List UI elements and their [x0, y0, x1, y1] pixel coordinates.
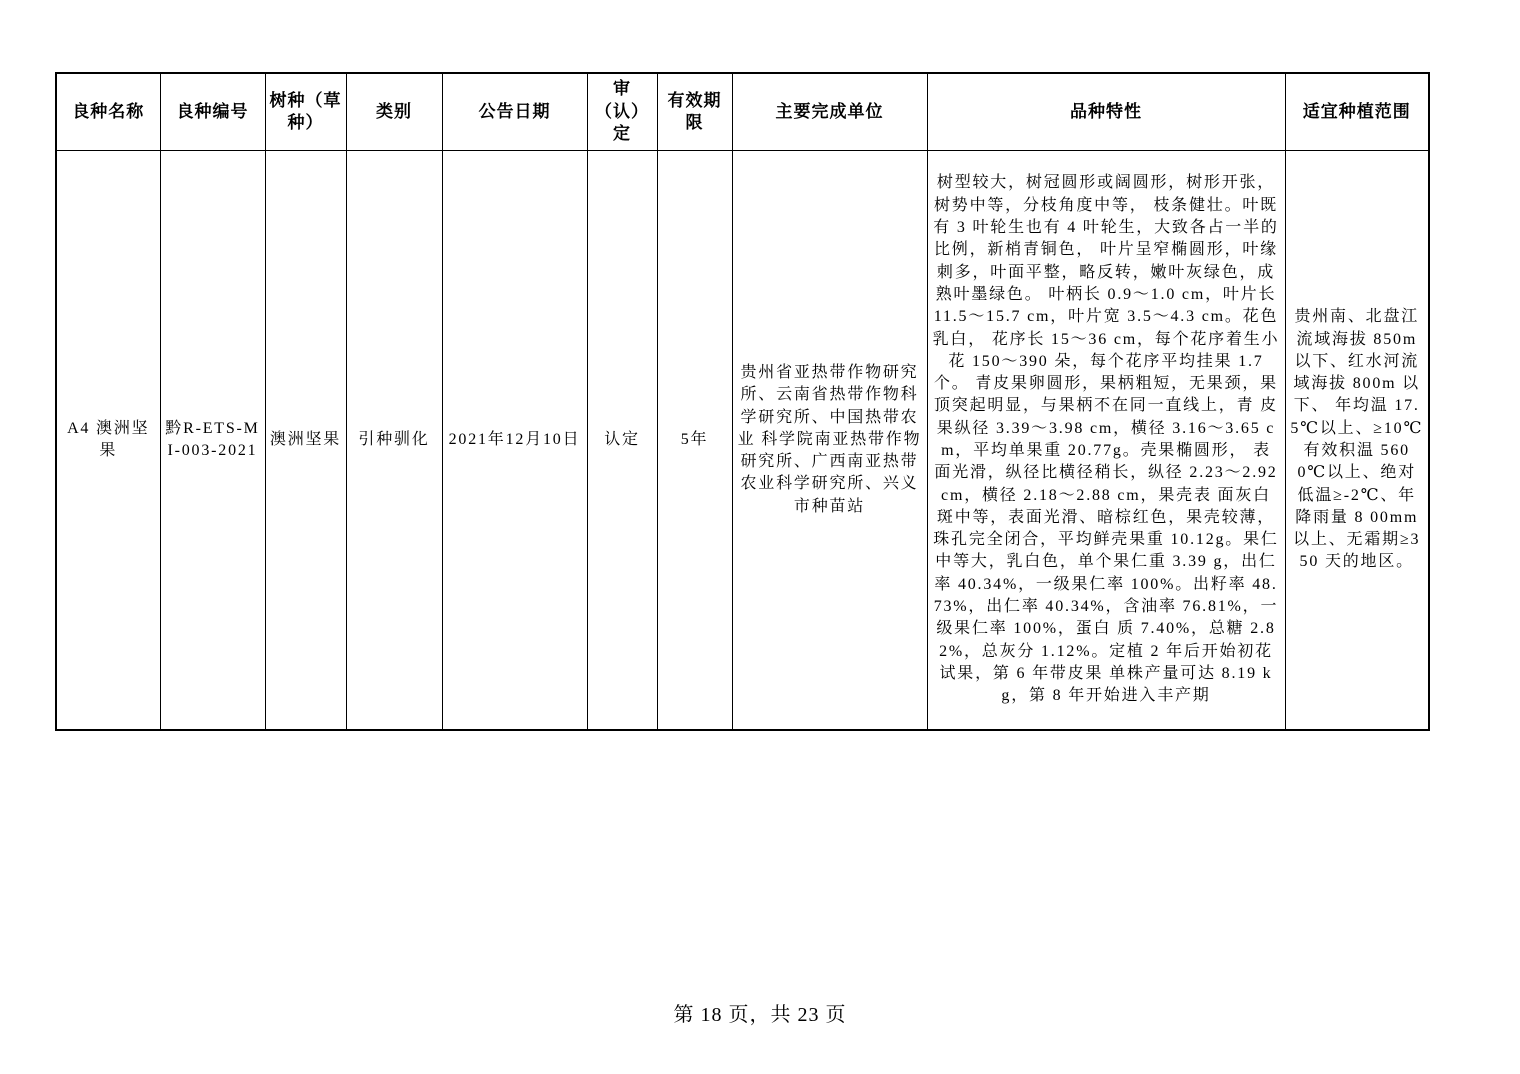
header-species: 树种（草种）	[265, 73, 346, 151]
cell-variety-name: A4 澳洲坚果	[56, 151, 160, 731]
header-validity: 有效期限	[657, 73, 732, 151]
header-characteristics: 品种特性	[927, 73, 1285, 151]
cell-characteristics: 树型较大，树冠圆形或阔圆形，树形开张，树势中等，分枝角度中等， 枝条健壮。叶既有 3 叶轮生也有 4 叶轮生，大致各占一半的比例，新梢青铜色， 叶片呈窄椭圆形，叶缘刺多，叶面平整，略反转，嫩叶灰绿色，成熟叶墨绿色。 叶柄长 0.9～1.0 cm，叶片长 11.5～15.7 cm，叶片宽 3.5～4.3 cm。花色乳白， 花序长 15～36 cm，每个花序着生小花 150～390 朵，每个花序平均挂果 1.7 个。 青皮果卵圆形，果柄粗短，无果颈，果顶突起明显，与果柄不在同一直线上，青 皮果纵径 3.39～3.98 cm，横径 3.16～3.65 cm，平均单果重 20.77g。壳果椭圆形， 表面光滑，纵径比横径稍长，纵径 2.23～2.92 cm，横径 2.18～2.88 cm，果壳表 面灰白斑中等，表面光滑、暗棕红色，果壳较薄，珠孔完全闭合，平均鲜壳果重 10.12g。果仁中等大，乳白色，单个果仁重 3.39 g，出仁率 40.34%，一级果仁率 100%。出籽率 48.73%，出仁率 40.34%，含油率 76.81%，一级果仁率 100%，蛋白 质 7.40%，总糖 2.82%，总灰分 1.12%。定植 2 年后开始初花试果，第 6 年带皮果 单株产量可达 8.19 kg，第 8 年开始进入丰产期	[927, 151, 1285, 731]
cell-approval-type: 认定	[587, 151, 657, 731]
cell-species: 澳洲坚果	[265, 151, 346, 731]
header-approval-type: 审（认）定	[587, 73, 657, 151]
table-header-row	[56, 73, 1429, 151]
header-variety-code: 良种编号	[160, 73, 265, 151]
cell-planting-range: 贵州南、北盘江流域海拔 850m 以下、红水河流域海拔 800m 以下、 年均温 17.5℃以上、≥10℃有效积温 5600℃以上、绝对低温≥-2℃、年降雨量 8 00mm 以上、无霜期≥350 天的地区。	[1285, 151, 1429, 731]
header-main-units: 主要完成单位	[732, 73, 927, 151]
cell-validity: 5年	[657, 151, 732, 731]
header-announce-date: 公告日期	[442, 73, 587, 151]
cell-main-units: 贵州省亚热带作物研究所、云南省热带作物科学研究所、中国热带农业 科学院南亚热带作物研究所、广西南亚热带农业科学研究所、兴义市种苗站	[732, 151, 927, 731]
page-number: 第 18 页，共 23 页	[673, 1004, 847, 1026]
cell-variety-code: 黔R-ETS-MI-003-2021	[160, 151, 265, 731]
cell-category: 引种驯化	[346, 151, 442, 731]
header-category: 类别	[346, 73, 442, 151]
header-variety-name: 良种名称	[56, 73, 160, 151]
cell-announce-date: 2021年12月10日	[442, 151, 587, 731]
table-row	[56, 151, 1429, 731]
header-planting-range: 适宜种植范围	[1285, 73, 1429, 151]
seed-variety-table	[55, 72, 1430, 731]
